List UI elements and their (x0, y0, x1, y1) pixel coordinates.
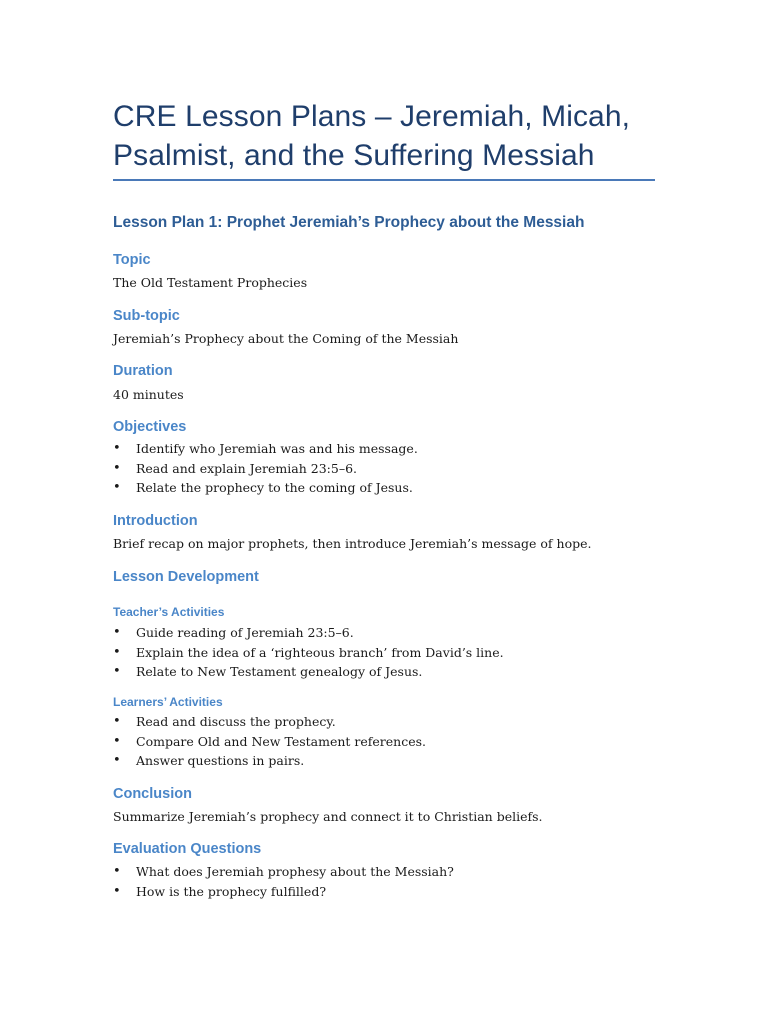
conclusion-heading: Conclusion (113, 786, 192, 802)
list-item (113, 734, 426, 754)
teacher-activities-list (113, 625, 504, 684)
teacher-activities-heading: Teacher’s Activities (113, 605, 225, 619)
bullet-icon: • (113, 753, 121, 769)
list-item (113, 480, 418, 500)
duration-heading: Duration (113, 363, 173, 379)
list-item (113, 864, 454, 884)
list-item-text: Read and discuss the prophecy. (136, 714, 336, 729)
objectives-heading: Objectives (113, 419, 187, 435)
introduction-text: Brief recap on major prophets, then introduce Jeremiah’s message of hope. (113, 536, 592, 551)
list-item-text: Guide reading of Jeremiah 23:5–6. (136, 625, 354, 640)
list-item-text: Read and explain Jeremiah 23:5–6. (136, 460, 357, 476)
evaluation-heading: Evaluation Questions (113, 841, 262, 857)
list-item (113, 714, 426, 734)
bullet-icon: • (113, 644, 121, 660)
bullet-icon: • (113, 460, 121, 476)
list-item-text: Explain the idea of a ‘righteous branch’ from David’s line. (136, 644, 504, 660)
bullet-icon: • (113, 883, 121, 899)
list-item-text: Relate the prophecy to the coming of Jesus. (136, 480, 413, 496)
list-item-text: Identify who Jeremiah was and his message. (136, 441, 418, 456)
objectives-list (113, 441, 418, 500)
bullet-icon: • (113, 625, 121, 640)
list-item (113, 645, 504, 665)
list-item-text: Answer questions in pairs. (136, 753, 305, 769)
bullet-icon: • (113, 714, 121, 729)
list-item-text: Compare Old and New Testament references. (136, 733, 427, 749)
list-item (113, 664, 504, 684)
bullet-icon: • (113, 864, 121, 879)
bullet-icon: • (113, 480, 121, 496)
bullet-icon: • (113, 664, 121, 680)
introduction-heading: Introduction (113, 513, 198, 529)
bullet-icon: • (113, 441, 121, 456)
learners-activities-list (113, 714, 426, 773)
title-underline (113, 179, 655, 181)
evaluation-list (113, 864, 454, 903)
list-item (113, 441, 418, 461)
list-item (113, 753, 426, 773)
subtopic-text: Jeremiah’s Prophecy about the Coming of the Messiah (113, 331, 459, 346)
list-item (113, 625, 504, 645)
lesson-heading: Lesson Plan 1: Prophet Jeremiah’s Prophecy about the Messiah (113, 214, 585, 231)
learners-activities-heading: Learners’ Activities (113, 695, 223, 709)
list-item-text: How is the prophecy fulfilled? (136, 883, 327, 899)
document-title: CRE Lesson Plans – Jeremiah, Micah, Psalmist, and the Suffering Messiah (113, 100, 631, 172)
list-item-text: Relate to New Testament genealogy of Jesus. (136, 664, 423, 680)
list-item (113, 884, 454, 904)
bullet-icon: • (113, 733, 121, 749)
topic-heading: Topic (113, 252, 151, 268)
development-heading: Lesson Development (113, 569, 259, 585)
list-item-text: What does Jeremiah prophesy about the Messiah? (136, 864, 454, 879)
topic-text: The Old Testament Prophecies (113, 275, 308, 290)
list-item (113, 461, 418, 481)
subtopic-heading: Sub-topic (113, 308, 180, 324)
duration-text: 40 minutes (113, 387, 184, 402)
conclusion-text: Summarize Jeremiah’s prophecy and connect it to Christian beliefs. (113, 809, 543, 824)
